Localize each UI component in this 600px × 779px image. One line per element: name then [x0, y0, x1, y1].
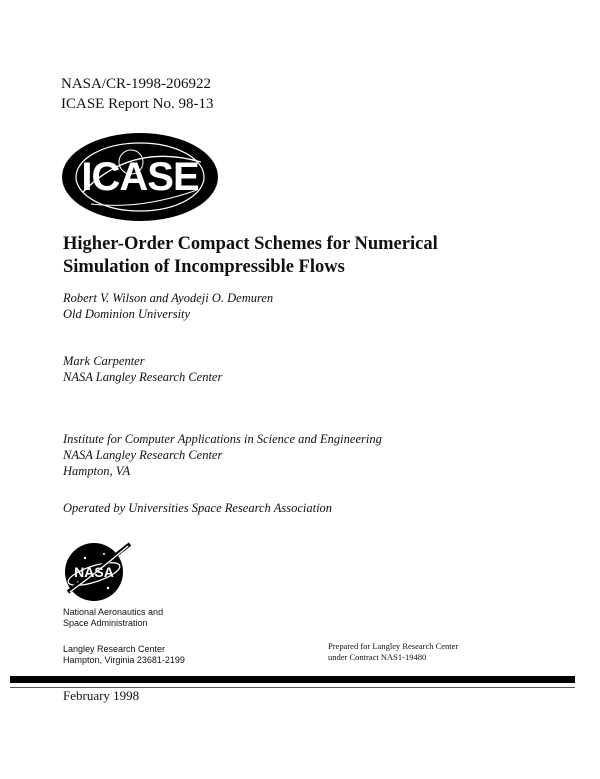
center-line-2: Hampton, Virginia 23681-2199 — [63, 655, 185, 665]
nasa-logo-text: NASA — [74, 564, 114, 580]
institute-line-1: Institute for Computer Applications in Science and Engineering — [63, 432, 382, 446]
nasa-meatball-icon — [60, 538, 132, 604]
author-affiliation-1: Old Dominion University — [63, 307, 191, 321]
icase-logo-icon — [61, 132, 219, 222]
agency-line-1: National Aeronautics and — [63, 607, 164, 617]
center-address — [63, 644, 185, 666]
agency-name — [63, 607, 163, 629]
publication-date: February 1998 — [63, 688, 140, 703]
center-line-1: Langley Research Center — [63, 644, 166, 654]
title-line-1: Higher-Order Compact Schemes for Numerical — [63, 234, 438, 254]
author-names-1: Robert V. Wilson and Ayodeji O. Demuren — [63, 291, 274, 305]
author-block-1 — [63, 290, 273, 322]
institute-line-3: Hampton, VA — [63, 464, 131, 478]
title-line-2: Simulation of Incompressible Flows — [63, 257, 345, 277]
report-number: NASA/CR-1998-206922 — [61, 76, 212, 92]
icase-report-number: ICASE Report No. 98-13 — [61, 96, 214, 112]
author-affiliation-2: NASA Langley Research Center — [63, 370, 223, 384]
prepared-line-1: Prepared for Langley Research Center — [328, 641, 459, 651]
prepared-for — [328, 641, 458, 663]
page-title — [63, 233, 543, 279]
institute-line-2: NASA Langley Research Center — [63, 448, 223, 462]
divider-thick — [10, 676, 575, 683]
agency-line-2: Space Administration — [63, 618, 148, 628]
institute-block — [63, 431, 382, 479]
icase-logo-text: ICASE — [81, 155, 199, 199]
prepared-line-2: under Contract NAS1-19480 — [328, 652, 427, 662]
author-block-2 — [63, 353, 222, 385]
operated-by: Operated by Universities Space Research Association — [63, 501, 333, 515]
author-names-2: Mark Carpenter — [63, 354, 145, 368]
report-identifiers — [61, 74, 214, 114]
